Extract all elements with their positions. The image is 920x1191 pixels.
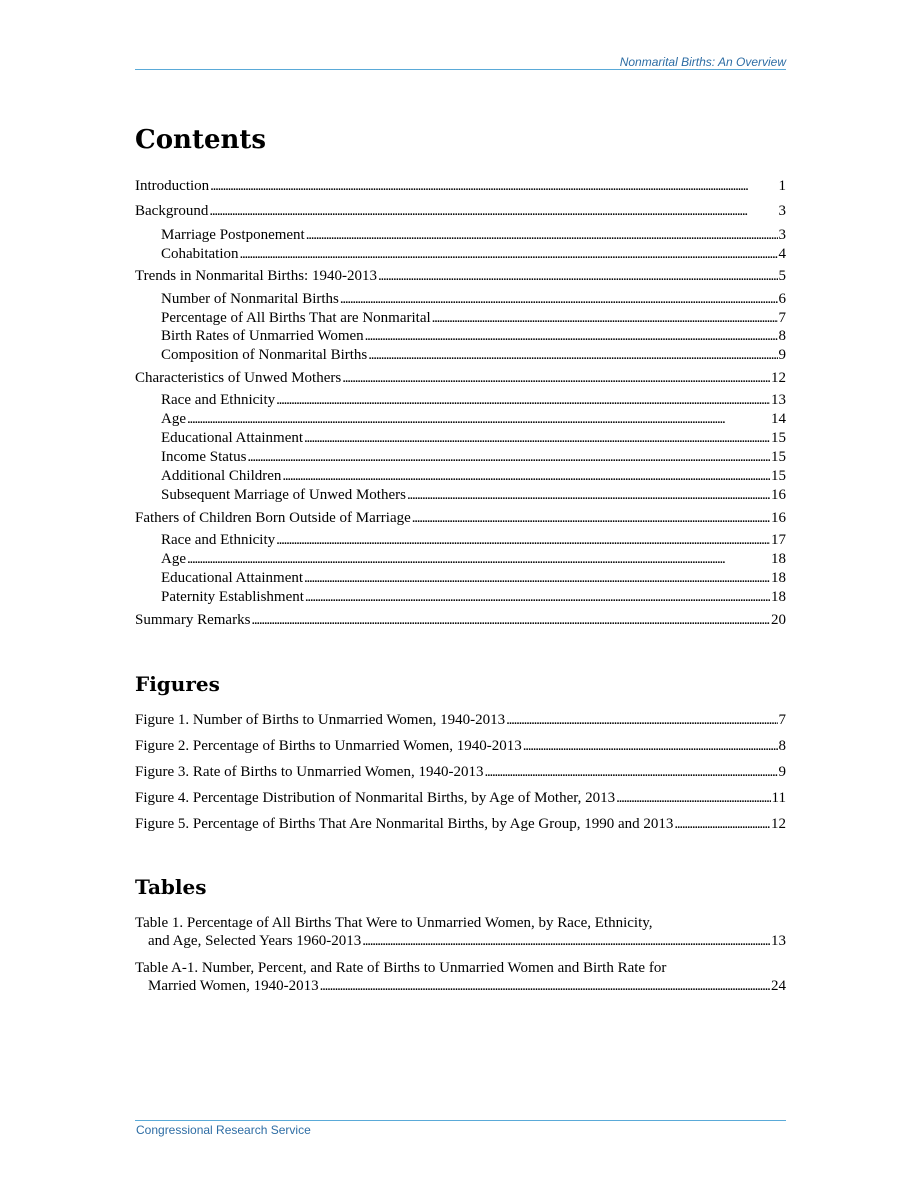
footer-organization: Congressional Research Service [136,1123,311,1137]
figure-entry[interactable] [135,815,786,833]
toc-label: Composition of Nonmarital Births [161,347,368,363]
toc-entry[interactable] [135,202,786,220]
table-label-line2: and Age, Selected Years 1960-2013 [148,933,362,949]
figure-page-number: 12 [771,816,786,832]
figures-heading: Figures [135,672,220,696]
toc-entry[interactable] [135,448,786,466]
table-label-line1: Table A-1. Number, Percent, and Rate of Births to Unmarried Women and Birth Rate for [135,960,667,976]
toc-label: Summary Remarks [135,612,251,628]
toc-entry[interactable] [135,245,786,263]
toc-entry[interactable] [135,550,786,568]
toc-label: Age [161,551,186,567]
figure-entry[interactable] [135,789,786,807]
toc-label: Race and Ethnicity [161,532,276,548]
toc-entry[interactable] [135,611,786,629]
toc-entry[interactable] [135,391,786,409]
toc-entry[interactable] [135,267,786,285]
figure-page-number: 9 [778,764,786,780]
toc-page-number: 15 [771,449,786,465]
toc-entry[interactable] [135,369,786,387]
footer-rule [135,1120,786,1121]
toc-entry[interactable] [135,290,786,308]
table-page-number: 24 [771,978,786,994]
tables-heading: Tables [135,875,207,899]
toc-page-number: 16 [771,487,786,503]
figure-page-number: 7 [778,712,786,728]
toc-page-number: 1 [778,178,786,194]
toc-page-number: 4 [778,246,786,262]
toc-label: Introduction [135,178,210,194]
toc-page-number: 9 [778,347,786,363]
toc-page-number: 15 [771,430,786,446]
toc-label: Race and Ethnicity [161,392,276,408]
toc-label: Subsequent Marriage of Unwed Mothers [161,487,406,503]
toc-page-number: 16 [771,510,786,526]
toc-page-number: 18 [771,570,786,586]
toc-page-number: 12 [771,370,786,386]
toc-entry[interactable] [135,467,786,485]
toc-page-number: 18 [771,551,786,567]
toc-label: Marriage Postponement [161,227,305,243]
toc-page-number: 3 [778,227,786,243]
figure-page-number: 8 [778,738,786,754]
toc-page-number: 20 [771,612,786,628]
figure-label: Figure 4. Percentage Distribution of Nonmarital Births, by Age of Mother, 2013 [135,790,616,806]
toc-entry[interactable] [135,226,786,244]
toc-label: Birth Rates of Unmarried Women [161,328,364,344]
figure-entry[interactable] [135,737,786,755]
toc-label: Fathers of Children Born Outside of Marriage [135,510,411,526]
figure-entry[interactable] [135,763,786,781]
toc-label: Percentage of All Births That are Nonmarital [161,310,431,326]
figure-label: Figure 1. Number of Births to Unmarried Women, 1940-2013 [135,712,506,728]
toc-label: Number of Nonmarital Births [161,291,339,307]
toc-entry[interactable] [135,531,786,549]
toc-page-number: 6 [778,291,786,307]
toc-label: Income Status [161,449,247,465]
toc-entry[interactable] [135,177,786,195]
toc-entry[interactable] [135,569,786,587]
toc-label: Characteristics of Unwed Mothers [135,370,342,386]
toc-page-number: 18 [771,589,786,605]
toc-label: Additional Children [161,468,282,484]
table-page-number: 13 [771,933,786,949]
toc-label: Trends in Nonmarital Births: 1940-2013 [135,268,377,284]
toc-label: Educational Attainment [161,430,304,446]
table-label-line2: Married Women, 1940-2013 [148,978,319,994]
header-rule [135,69,786,70]
table-entry[interactable] [135,959,786,995]
toc-page-number: 8 [778,328,786,344]
toc-entry[interactable] [135,486,786,504]
toc-entry[interactable] [135,588,786,606]
toc-entry[interactable] [135,327,786,345]
figure-label: Figure 5. Percentage of Births That Are Nonmarital Births, by Age Group, 1990 and 2013 [135,816,674,832]
toc-entry[interactable] [135,509,786,527]
running-header-title: Nonmarital Births: An Overview [619,55,786,69]
figure-entry[interactable] [135,711,786,729]
toc-label: Age [161,411,186,427]
toc-page-number: 17 [771,532,786,548]
toc-label: Paternity Establishment [161,589,304,605]
table-label-line1: Table 1. Percentage of All Births That Were to Unmarried Women, by Race, Ethnicity, [135,915,653,931]
contents-heading: Contents [135,125,267,155]
figure-page-number: 11 [771,790,786,806]
toc-entry[interactable] [135,346,786,364]
toc-label: Cohabitation [161,246,239,262]
toc-page-number: 13 [771,392,786,408]
table-entry[interactable] [135,914,786,950]
toc-page-number: 5 [778,268,786,284]
toc-page-number: 15 [771,468,786,484]
toc-label: Background [135,203,209,219]
toc-entry[interactable] [135,429,786,447]
toc-entry[interactable] [135,410,786,428]
toc-entry[interactable] [135,309,786,327]
figure-label: Figure 3. Rate of Births to Unmarried Women, 1940-2013 [135,764,484,780]
toc-label: Educational Attainment [161,570,304,586]
toc-page-number: 3 [778,203,786,219]
toc-page-number: 14 [771,411,786,427]
toc-page-number: 7 [778,310,786,326]
figure-label: Figure 2. Percentage of Births to Unmarried Women, 1940-2013 [135,738,522,754]
